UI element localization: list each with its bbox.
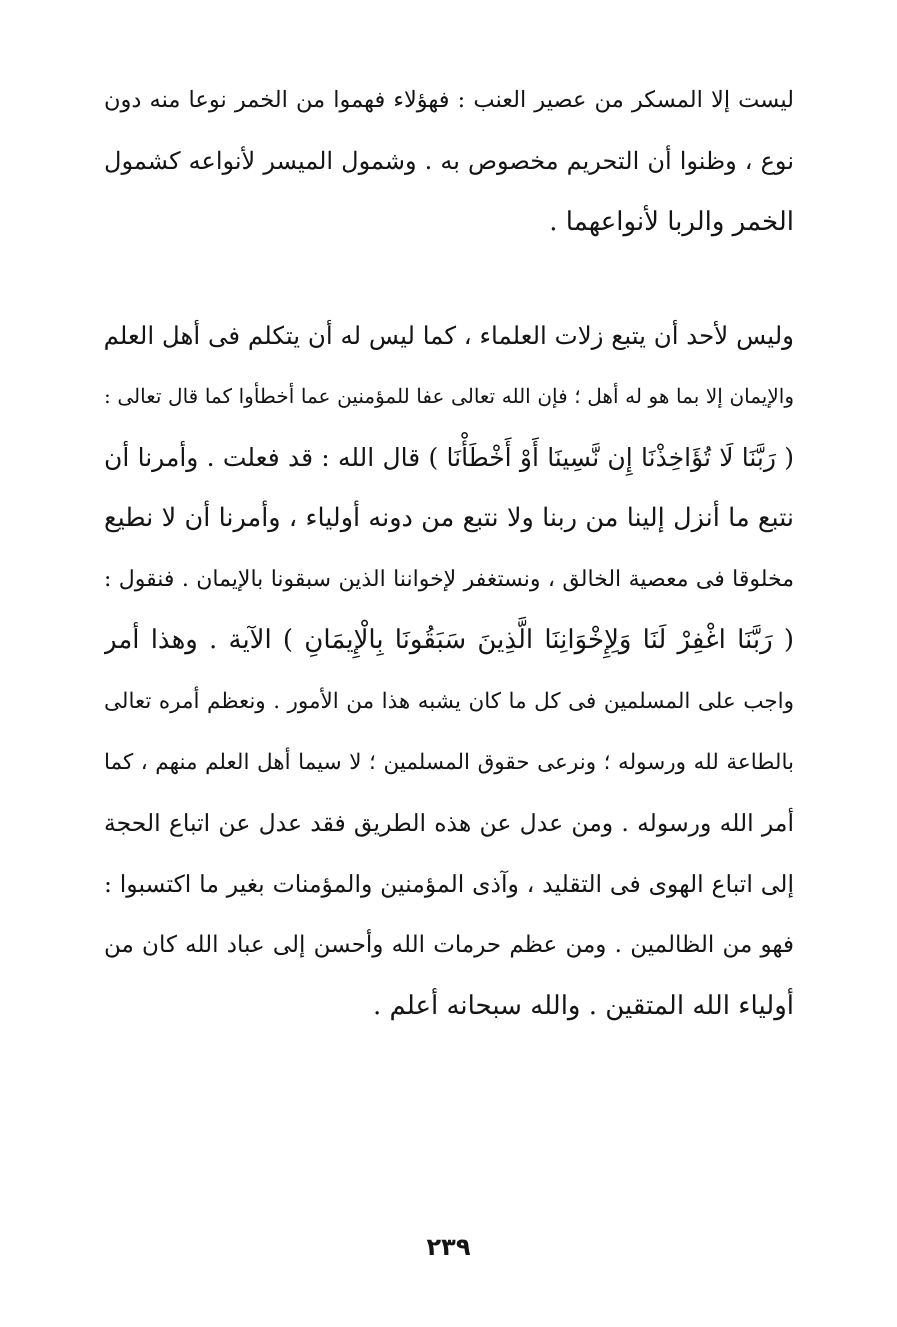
text-line: واجب على المسلمين فى كل ما كان يشبه هذا من الأمور . ونعظم أمره تعالى — [104, 689, 794, 714]
text-line: نتبع ما أنزل إلينا من ربنا ولا نتبع من دونه أولياء ، وأمرنا أن لا نطيع — [104, 503, 794, 533]
paragraph-1 — [104, 70, 794, 253]
text-line: والإيمان إلا بما هو له أهل ؛ فإن الله تعالى عفا للمؤمنين عما أخطأوا كما قال تعالى : — [104, 384, 794, 408]
text-line: إلى اتباع الهوى فى التقليد ، وآذى المؤمنين والمؤمنات بغير ما اكتسبوا : — [104, 870, 794, 898]
text-line: وليس لأحد أن يتبع زلات العلماء ، كما ليس له أن يتكلم فى أهل العلم — [104, 321, 794, 350]
text-line: ليست إلا المسكر من عصير العنب : فهؤلاء فهموا من الخمر نوعا منه دون — [104, 87, 794, 113]
text-line: أمر الله ورسوله . ومن عدل عن هذه الطريق فقد عدل عن اتباع الحجة — [104, 809, 794, 837]
text-line: بالطاعة لله ورسوله ؛ ونرعى حقوق المسلمين ؛ لا سيما أهل العلم منهم ، كما — [104, 750, 794, 775]
text-line: الخمر والربا لأنواعهما . — [549, 207, 794, 237]
text-line: مخلوقا فى معصية الخالق ، ونستغفر لإخواننا الذين سبقونا بالإيمان . فنقول : — [104, 567, 794, 592]
page-number: ٢٣٩ — [426, 1233, 471, 1261]
paragraph-2 — [104, 305, 794, 1037]
text-line: فهو من الظالمين . ومن عظم حرمات الله وأحسن إلى عباد الله كان من — [104, 932, 794, 958]
quran-verse-line: ( رَبَّنَا لَا تُؤَاخِذْنَا إِن نَّسِينَا أَوْ أَخْطَأْنَا ) قال الله : قد فعلت . وأمرنا أن — [104, 443, 794, 472]
text-line: أولياء الله المتقين . والله سبحانه أعلم . — [373, 991, 794, 1021]
quran-verse-line: ( رَبَّنَا اغْفِرْ لَنَا وَلِإِخْوَانِنَا الَّذِينَ سَبَقُونَا بِالْإِيمَانِ ) الآية . وهذا أمر — [104, 625, 794, 655]
text-line: نوع ، وظنوا أن التحريم مخصوص به . وشمول الميسر لأنواعه كشمول — [104, 147, 794, 175]
